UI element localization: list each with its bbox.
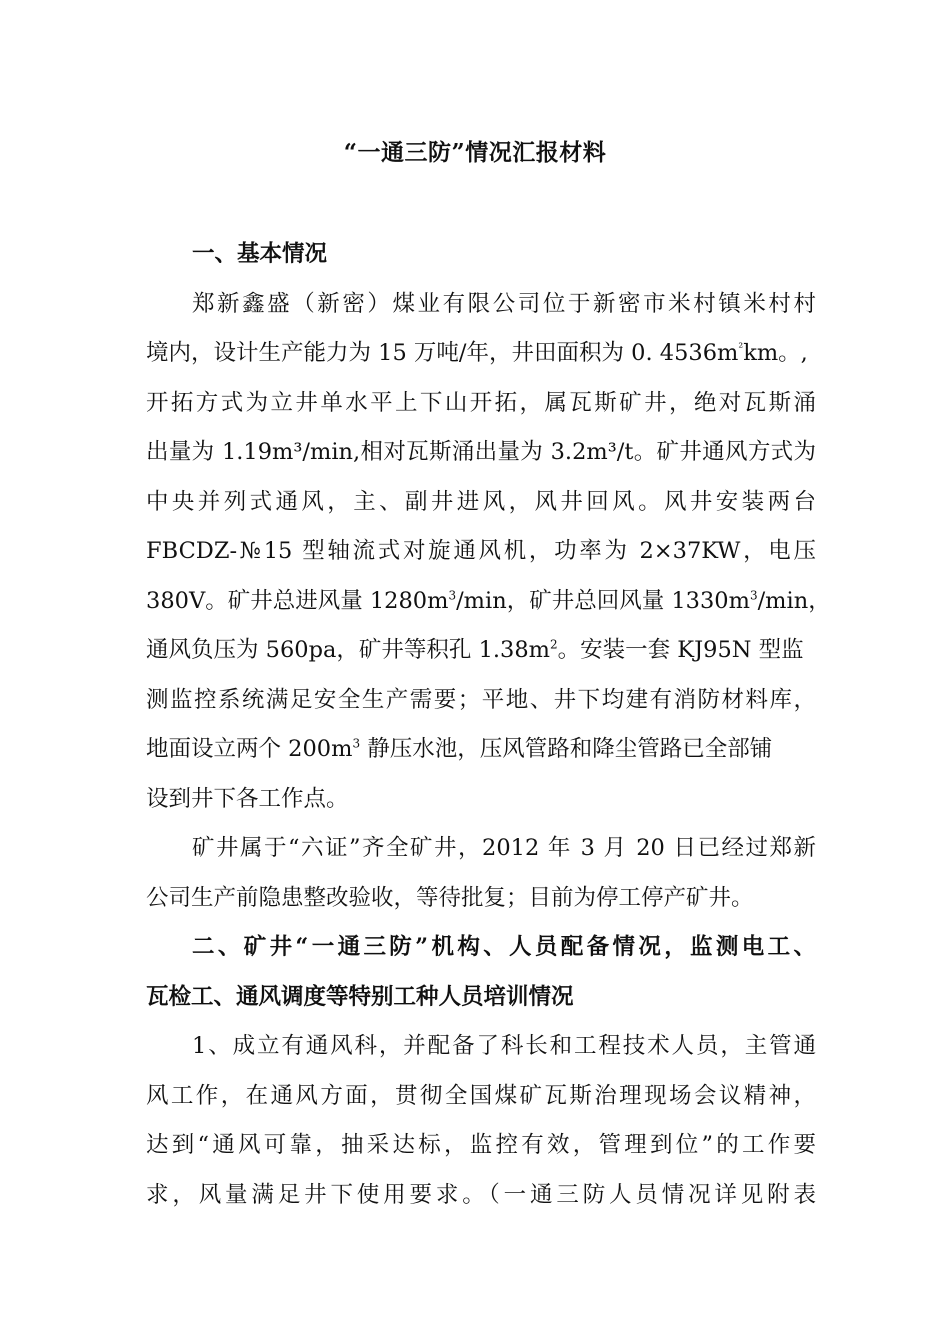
- text-line: 郑新鑫盛（新密）煤业有限公司位于新密市米村镇米村村: [192, 290, 816, 317]
- text-line: 矿井属于“六证”齐全矿井，2012 年 3 月 20 日已经过郑新: [192, 835, 816, 861]
- text-fragment: 380V。矿井总进风量 1280m: [146, 587, 449, 614]
- text-fragment: /min，矿井总回风量 1330m: [456, 587, 750, 614]
- text-line: FBCDZ-№15 型轴流式对旋通风机，功率为 2×37KW，电压: [146, 538, 816, 564]
- text-line: 公司生产前隐患整改验收，等待批复；目前为停工停产矿井。: [146, 884, 754, 911]
- section-1-paragraph-2: [146, 824, 816, 923]
- superscript: 3: [749, 588, 758, 602]
- text-fragment: 。安装一套 KJ95N 型监: [557, 637, 804, 663]
- text-line: 设到井下各工作点。: [146, 785, 349, 812]
- text-fragment: 境内，设计生产能力为 15 万吨/年，井田面积为 0. 4536m: [146, 340, 739, 366]
- text-line: 测监控系统满足安全生产需要；平地、井下均建有消防材料库，: [146, 686, 816, 713]
- section-1-heading: 一、基本情况: [192, 241, 328, 267]
- text-line: 达到“通风可靠，抽采达标，监控有效，管理到位”的工作要: [146, 1132, 816, 1158]
- section-2-heading: [146, 923, 816, 1022]
- superscript: 2: [550, 637, 558, 652]
- text-line: [146, 329, 816, 379]
- section-1-paragraph-1: [146, 280, 831, 825]
- text-fragment: /min，: [757, 587, 831, 614]
- text-line: 求，风量满足井下使用要求。（一通三防人员情况详见附表: [146, 1181, 816, 1208]
- document-body: [146, 230, 831, 1220]
- text-line: 出量为 1.19m³/min,相对瓦斯涌出量为 3.2m³/t。矿井通风方式为: [146, 439, 816, 465]
- text-fragment: 通风负压为 560pa，矿井等积孔 1.38m: [146, 637, 551, 663]
- text-line: [146, 577, 831, 627]
- text-line: [146, 626, 816, 676]
- superscript: ²: [738, 340, 744, 355]
- text-line: 中央并列式通风，主、副井进风，风井回风。风井安装两台: [146, 488, 816, 515]
- section-2-paragraph-1: [146, 1022, 816, 1220]
- text-fragment: 静压水池，压风管路和降尘管路已全部铺: [360, 736, 773, 762]
- text-line: 1、成立有通风科，并配备了科长和工程技术人员，主管通: [192, 1033, 816, 1059]
- text-line: 风工作，在通风方面，贯彻全国煤矿瓦斯治理现场会议精神，: [146, 1082, 816, 1109]
- text-line: 开拓方式为立井单水平上下山开拓，属瓦斯矿井，绝对瓦斯涌: [146, 389, 816, 416]
- superscript: 3: [352, 736, 361, 751]
- superscript: 3: [448, 588, 457, 602]
- text-fragment: 地面设立两个 200m: [146, 736, 353, 762]
- document-title: “一通三防”情况汇报材料: [343, 139, 607, 166]
- heading-line: 二、矿井“一通三防”机构、人员配备情况，监测电工、: [192, 934, 816, 960]
- text-fragment: km。,: [743, 340, 808, 366]
- text-line: [146, 725, 816, 775]
- heading-line: 瓦检工、通风调度等特别工种人员培训情况: [146, 983, 574, 1010]
